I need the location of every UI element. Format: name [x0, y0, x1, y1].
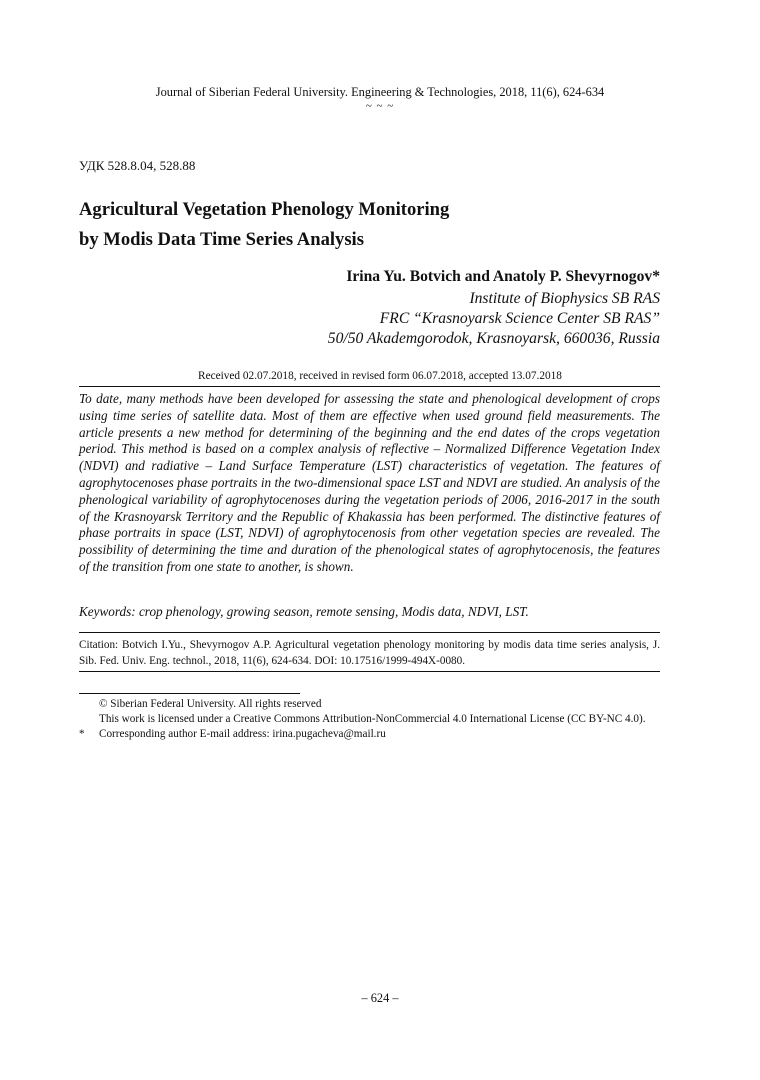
- footnote-corresponding-text: Corresponding author E-mail address: irina.pugacheva@mail.ru: [99, 728, 386, 741]
- footnote-copyright-text: © Siberian Federal University. All rights reserved: [99, 698, 322, 710]
- footnote-corresponding: [79, 727, 679, 742]
- title-line-1: Agricultural Vegetation Phenology Monitoring: [79, 199, 450, 220]
- received-dates: Received 02.07.2018, received in revised form 06.07.2018, accepted 13.07.2018: [198, 370, 562, 382]
- authors: Irina Yu. Botvich and Anatoly P. Shevyrnogov*: [346, 268, 660, 285]
- divider-top: [79, 386, 660, 387]
- journal-header: Journal of Siberian Federal University. Engineering & Technologies, 2018, 11(6), 624-634: [155, 85, 605, 99]
- udk-code: УДК 528.8.04, 528.88: [79, 158, 196, 173]
- divider-citation-top: [79, 632, 660, 633]
- affiliation-line-2: FRC “Krasnoyarsk Science Center SB RAS”: [379, 310, 660, 327]
- abstract: To date, many methods have been developed for assessing the state and phenological development of crops using time series of satellite data. Most of them are effective when used ground field measurements. The article presents a new method for determining of the beginning and the end dates of the crops vegetation period. This method is based on a complex analysis of reflective – Normalized Difference Vegetation Index (NDVI) and radiative – Land Surface Temperature (LST) characteristics of vegetation. The features of agrophytocenoses phase portraits in the two-dimensional space LST and NDVI are studied. An analysis of the phenological variability of agrophytocenoses during the vegetation periods of 2006, 2016-2017 in the south of the Krasnoyarsk Territory and the Republic of Khakassia has been performed. The distinctive features of phase portraits in space (LST, NDVI) of agrophytocenosis from other vegetation species are revealed. The possibility of determining the time and duration of the phenological states of agrophytocenosis, the features of the transition from one state to another, is shown.: [79, 391, 660, 574]
- keywords: Keywords: crop phenology, growing season, remote sensing, Modis data, NDVI, LST.: [79, 604, 529, 619]
- affiliation-line-3: 50/50 Akademgorodok, Krasnoyarsk, 660036, Russia: [327, 330, 660, 347]
- title-line-2: by Modis Data Time Series Analysis: [79, 229, 364, 250]
- article-title: [79, 195, 679, 255]
- footnote-license: [79, 712, 679, 727]
- page-number: – 624 –: [361, 991, 399, 1005]
- divider-citation-bottom: [79, 671, 660, 672]
- header-ornament: ~ ~ ~: [365, 100, 395, 112]
- footnote-copyright: [79, 697, 679, 712]
- footnote-asterisk: *: [79, 728, 85, 741]
- footnote-divider: [79, 693, 300, 694]
- footnotes: [79, 697, 679, 743]
- footnote-license-text: This work is licensed under a Creative Commons Attribution-NonCommercial 4.0 International License (CC BY-NC 4.0).: [99, 713, 646, 726]
- citation: Citation: Botvich I.Yu., Shevyrnogov A.P. Agricultural vegetation phenology monitoring by modis data time series analysis, J. Sib. Fed. Univ. Eng. technol., 2018, 11(6), 624-634. DOI: 10.17516/1999-494X-0080.: [79, 639, 660, 667]
- affiliation-line-1: Institute of Biophysics SB RAS: [469, 290, 660, 307]
